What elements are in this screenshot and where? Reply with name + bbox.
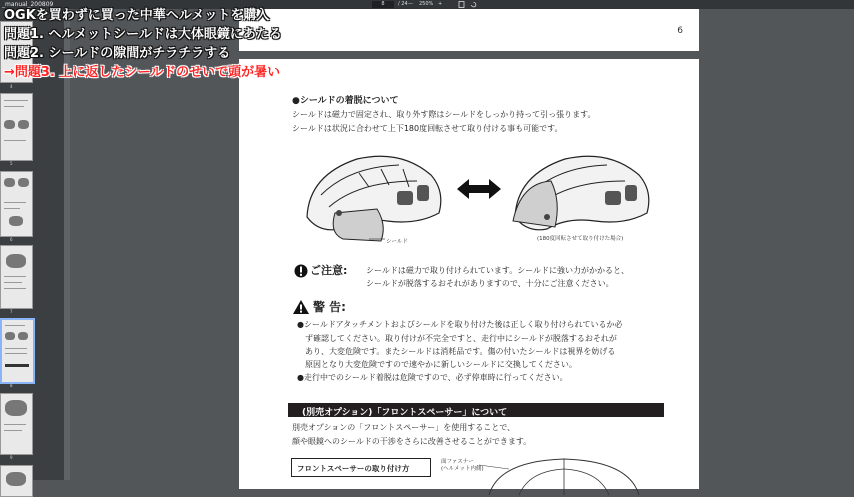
sidebar-scrollbar[interactable] (64, 9, 70, 480)
warning-text: ●シールドアタッチメントおよびシールドを取り付けた後は正しく取り付けられているか必 (297, 320, 623, 329)
fastener-sublabel: (ヘルメット内側) (441, 466, 484, 472)
thumbnail-sidebar[interactable] (0, 9, 64, 480)
caution-icon (294, 264, 308, 278)
overlay-line: OGKを買わずに買った中華ヘルメットを購入 (4, 8, 270, 23)
page-thumbnail[interactable] (0, 465, 33, 497)
viewer-toolbar (0, 0, 854, 9)
caution-text: シールドが脱落するおそれがありますので、十分にご注意ください。 (366, 279, 614, 288)
section-title: (別売オプション)「フロントスペーサー」について (302, 408, 508, 418)
overlay-line: 問題1. ヘルメットシールドは大体眼鏡にあたる (4, 27, 282, 42)
warning-text: ず確認してください。取り付けが不完全ですと、走行中にシールドが脱落するおそれが (305, 334, 617, 343)
fit-page-icon[interactable] (458, 1, 465, 8)
rotate-icon[interactable] (470, 1, 477, 8)
thumbnail-label: 7 (10, 309, 13, 314)
previous-page (239, 9, 699, 51)
warning-title: 警 告: (313, 300, 346, 314)
thumbnail-label: 6 (10, 237, 13, 242)
page-thumbnail[interactable] (0, 245, 33, 309)
thumbnail-label: 5 (10, 161, 13, 166)
zoom-in-button[interactable]: + (438, 1, 443, 7)
zoom-level[interactable]: 250% (419, 1, 434, 7)
page-number-input[interactable]: 8 (372, 1, 394, 8)
page-thumbnail[interactable] (0, 21, 33, 83)
zoom-out-button[interactable]: — (408, 1, 413, 7)
helmet-with-shield-illustration (299, 147, 449, 243)
caution-text: シールドは磁力で取り付けられています。シールドに強い力がかかると、 (366, 266, 630, 275)
overlay-line: 問題2. シールドの隙間がチラチラする (4, 46, 231, 61)
warning-text: あり、大変危険です。またシールドは消耗品です。傷の付いたシールドは視界を妨げる (305, 347, 616, 356)
thumbnail-label: 8 (10, 383, 13, 388)
thumbnail-label: 4 (10, 84, 13, 89)
fastener-label: 面ファスナー (441, 459, 474, 465)
page-number: 6 (677, 26, 683, 36)
page-thumbnail[interactable] (0, 393, 33, 455)
warning-text: ●走行中でのシールド着脱は危険ですので、必ず停車時に行ってください。 (297, 373, 568, 382)
paragraph: 顔や眼鏡へのシールドの干渉をさらに改善させることができます。 (292, 437, 532, 446)
warning-icon (292, 299, 310, 315)
warning-text: 原因となり大変危険ですので速やかに新しいシールドに交換してください。 (305, 360, 577, 369)
shield-label: シールド (386, 239, 408, 245)
attach-instructions-label (291, 458, 431, 477)
page-total: / 24 (398, 1, 408, 7)
paragraph: シールドは磁力で固定され、取り外す際はシールドをしっかり持って引っ張ります。 (292, 110, 596, 119)
helmet-rotated-shield-illustration (507, 147, 657, 243)
page-thumbnail-selected[interactable] (0, 318, 35, 384)
page-thumbnail[interactable] (0, 93, 33, 161)
caution-title: ご注意: (310, 264, 348, 277)
file-name: _manual_200809 (2, 1, 54, 8)
paragraph: 別売オプションの「フロントスペーサー」を使用することで、 (292, 423, 516, 432)
manual-page (239, 59, 699, 489)
section-banner (288, 403, 664, 417)
shield-section-heading: ●シールドの着脱について (292, 96, 399, 106)
paragraph: シールドは状況に合わせて上下180度回転させて取り付ける事も可能です。 (292, 124, 563, 133)
front-spacer-diagram (479, 455, 649, 495)
rotated-shield-caption: (180度回転させて取り付けた場合) (537, 236, 624, 242)
overlay-line-highlight: →問題3. 上に返したシールドのせいで頭が暑い (4, 65, 281, 80)
thumbnail-label: 9 (10, 455, 13, 460)
page-thumbnail[interactable] (0, 171, 33, 237)
attach-instructions-text: フロントスペーサーの取り付け方 (297, 464, 410, 473)
double-arrow-icon (457, 177, 501, 201)
